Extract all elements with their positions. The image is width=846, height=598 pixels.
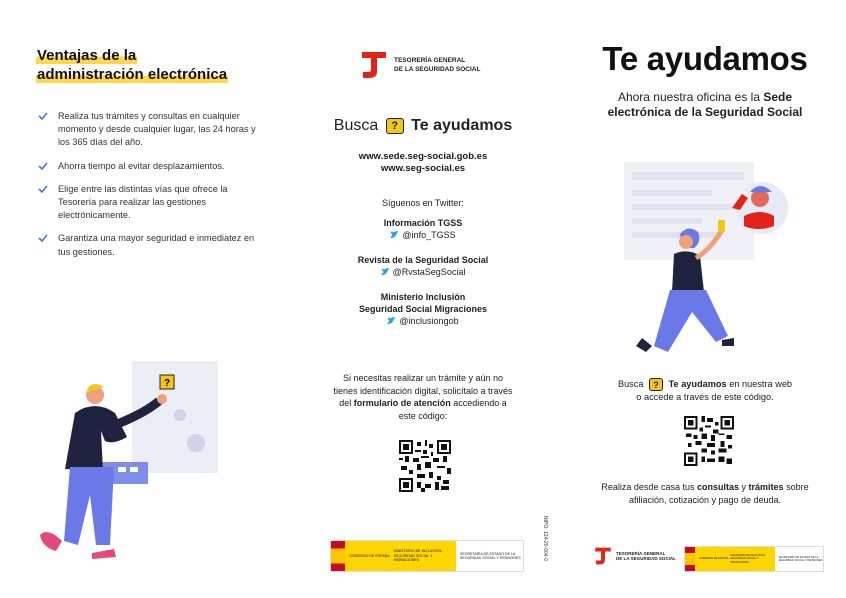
qr-code[interactable] bbox=[399, 440, 451, 492]
tgss-footer-logo: TESORERÍA GENERAL DE LA SEGURIDAD SOCIAL bbox=[594, 546, 676, 566]
twitter-account-ministerio: Ministerio Inclusión Seguridad Social Migraciones @inclusiongob bbox=[358, 292, 488, 326]
benefit-item: Elige entre las distintas vías que ofrece la Tesorería para realizar las gestiones electrónicamente. bbox=[38, 183, 263, 223]
title-line-1: Ventajas de la bbox=[37, 47, 137, 64]
twitter-icon bbox=[387, 317, 396, 325]
svg-text:?: ? bbox=[164, 378, 171, 389]
sede-url-link[interactable]: www.sede.seg-social.gob.es bbox=[358, 151, 488, 162]
nipo-code: NIPO: 124-20-004-0 bbox=[542, 516, 548, 562]
benefit-item: Ahorra tiempo al evitar desplazamientos. bbox=[38, 160, 263, 173]
handle-inclusiongob[interactable]: @inclusiongob bbox=[399, 316, 459, 326]
panel-contact bbox=[282, 0, 564, 598]
advantages-title bbox=[36, 46, 228, 84]
panel-cover bbox=[564, 0, 846, 598]
handle-revista[interactable]: @RvstaSegSocial bbox=[392, 267, 466, 277]
benefit-item: Garantiza una mayor seguridad e inmediatez en tus gestiones. bbox=[38, 232, 263, 258]
twitter-icon bbox=[390, 231, 399, 239]
question-icon: ? bbox=[386, 118, 404, 134]
handle-info-tgss[interactable]: @info_TGSS bbox=[402, 230, 456, 240]
cover-subtitle: Ahora nuestra oficina es la Sede electrónica de la Seguridad Social bbox=[607, 90, 803, 119]
realiza-text: Realiza desde casa tus consultas y trámites sobre afiliación, cotización y pago de deuda. bbox=[601, 482, 809, 505]
question-icon: ? bbox=[649, 378, 663, 391]
panel-advantages bbox=[0, 0, 282, 598]
check-icon bbox=[38, 184, 48, 194]
spain-coat-of-arms bbox=[685, 547, 695, 571]
cover-title: Te ayudamos bbox=[602, 40, 808, 77]
tgss-logo-icon bbox=[594, 546, 612, 566]
title-line-2: administración electrónica bbox=[37, 66, 228, 83]
government-banner: GOBIERNO DE ESPAÑA MINISTERIO DE INCLUSIÓN, SEGURIDAD SOCIAL Y MIGRACIONES SECRETARÍA DE ESTADO DE LA SEGURIDAD SOCIAL Y PENSIONES bbox=[684, 546, 824, 572]
formulario-info: Si necesitas realizar un trámite y aún no tienes identificación digital, solicítalo a través del formulario de atención accediendo a este código: bbox=[333, 373, 513, 421]
twitter-intro: Síguenos en Twitter: bbox=[382, 198, 464, 208]
tgss-logo-icon bbox=[360, 50, 388, 80]
twitter-account-revista: Revista de la Seguridad Social @RvstaSegSocial bbox=[357, 255, 489, 277]
websites bbox=[282, 151, 564, 175]
spain-coat-of-arms bbox=[331, 541, 345, 571]
benefit-item: Realiza tus trámites y consultas en cualquier momento y desde cualquier lugar, las 24 horas y los 365 días del año. bbox=[38, 110, 263, 150]
government-banner: GOBIERNO DE ESPAÑA MINISTERIO DE INCLUSIÓN, SEGURIDAD SOCIAL Y MIGRACIONES SECRETARÍA DE ESTADO DE LA SEGURIDAD SOCIAL Y PENSIONES bbox=[330, 540, 524, 572]
man-with-keyboard-illustration bbox=[30, 355, 230, 575]
seg-social-url-link[interactable]: www.seg-social.es bbox=[380, 163, 466, 174]
tgss-logo: TESORERÍA GENERAL DE LA SEGURIDAD SOCIAL bbox=[360, 50, 480, 80]
woman-with-phone-illustration bbox=[614, 150, 804, 360]
check-icon bbox=[38, 111, 48, 121]
formulario-link[interactable]: formulario de atención bbox=[353, 398, 451, 408]
check-icon bbox=[38, 233, 48, 243]
qr-code[interactable] bbox=[684, 416, 734, 466]
twitter-account-tgss: Información TGSS @info_TGSS bbox=[383, 218, 463, 240]
check-icon bbox=[38, 161, 48, 171]
busca-web-text: Busca ? Te ayudamos en nuestra web o accede a través de este código. bbox=[617, 379, 793, 403]
benefits-list bbox=[38, 110, 263, 269]
busca-heading: Busca ? Te ayudamos bbox=[333, 117, 513, 134]
twitter-icon bbox=[381, 268, 390, 276]
